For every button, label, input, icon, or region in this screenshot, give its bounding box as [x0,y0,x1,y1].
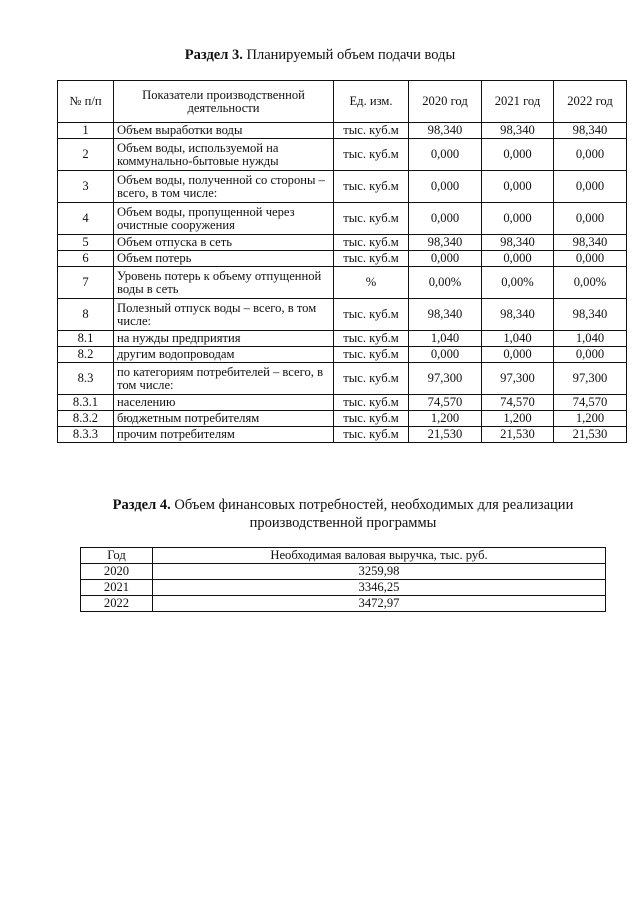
row-revenue: 3259,98 [153,564,606,580]
row-num: 6 [58,251,114,267]
row-indicator: Объем выработки воды [114,123,334,139]
section3-title [0,47,640,64]
row-value-2020: 0,000 [409,203,482,235]
row-unit: тыс. куб.м [334,203,409,235]
section4-title-bold: Раздел 4. [112,497,171,513]
row-value-2021: 98,340 [482,299,554,331]
row-value-2020: 0,000 [409,251,482,267]
table-row [58,251,627,267]
row-num: 1 [58,123,114,139]
table-row [58,411,627,427]
row-value-2020: 74,570 [409,395,482,411]
row-unit: тыс. куб.м [334,411,409,427]
row-indicator: Объем воды, пропущенной через очистные сооружения [114,203,334,235]
row-value-2020: 98,340 [409,299,482,331]
row-num: 8.3.1 [58,395,114,411]
table-row [58,395,627,411]
section4-title [70,496,616,532]
row-value-2022: 1,200 [554,411,627,427]
row-value-2022: 0,000 [554,203,627,235]
table-row [58,235,627,251]
row-indicator: другим водопроводам [114,347,334,363]
header-num: № п/п [58,81,114,123]
row-value-2022: 98,340 [554,299,627,331]
row-value-2022: 97,300 [554,363,627,395]
row-unit: тыс. куб.м [334,251,409,267]
financial-needs-table [80,547,606,612]
row-unit: тыс. куб.м [334,139,409,171]
table-row [58,123,627,139]
table-row [58,267,627,299]
row-unit: тыс. куб.м [334,363,409,395]
row-indicator: прочим потребителям [114,427,334,443]
table-row [81,564,606,580]
row-value-2021: 98,340 [482,235,554,251]
row-indicator: Объем воды, полученной со стороны – всего, в том числе: [114,171,334,203]
row-num: 8.3 [58,363,114,395]
row-value-2020: 0,000 [409,347,482,363]
row-num: 8.2 [58,347,114,363]
table-header-row [58,81,627,123]
row-value-2020: 0,00% [409,267,482,299]
table-row [58,203,627,235]
row-value-2021: 0,000 [482,203,554,235]
row-value-2021: 98,340 [482,123,554,139]
row-value-2021: 0,000 [482,347,554,363]
row-num: 8 [58,299,114,331]
row-indicator: по категориям потребителей – всего, в том числе: [114,363,334,395]
row-value-2022: 0,000 [554,139,627,171]
table-row [81,596,606,612]
row-year: 2020 [81,564,153,580]
row-unit: тыс. куб.м [334,171,409,203]
row-num: 8.1 [58,331,114,347]
table-row [58,171,627,203]
table-row [58,427,627,443]
row-unit: тыс. куб.м [334,347,409,363]
row-num: 7 [58,267,114,299]
row-value-2021: 0,000 [482,139,554,171]
row-value-2021: 97,300 [482,363,554,395]
row-indicator: Уровень потерь к объему отпущенной воды в сеть [114,267,334,299]
table-row [58,347,627,363]
header-unit: Ед. изм. [334,81,409,123]
row-num: 5 [58,235,114,251]
row-value-2020: 0,000 [409,139,482,171]
row-value-2021: 1,200 [482,411,554,427]
row-num: 4 [58,203,114,235]
row-value-2022: 1,040 [554,331,627,347]
row-value-2022: 0,000 [554,347,627,363]
row-value-2020: 21,530 [409,427,482,443]
row-num: 2 [58,139,114,171]
row-value-2021: 0,000 [482,171,554,203]
row-unit: тыс. куб.м [334,123,409,139]
row-indicator: Полезный отпуск воды – всего, в том числе: [114,299,334,331]
row-value-2021: 0,00% [482,267,554,299]
row-indicator: бюджетным потребителям [114,411,334,427]
row-unit: тыс. куб.м [334,331,409,347]
water-supply-table [57,80,627,443]
header-2022: 2022 год [554,81,627,123]
row-unit: тыс. куб.м [334,395,409,411]
row-unit: тыс. куб.м [334,427,409,443]
table-row [81,580,606,596]
row-value-2020: 1,200 [409,411,482,427]
table-row [58,299,627,331]
row-value-2020: 98,340 [409,123,482,139]
row-value-2021: 74,570 [482,395,554,411]
section3-title-rest: Планируемый объем подачи воды [242,47,456,63]
row-value-2022: 0,00% [554,267,627,299]
row-revenue: 3472,97 [153,596,606,612]
row-year: 2021 [81,580,153,596]
header-2020: 2020 год [409,81,482,123]
row-indicator: Объем воды, используемой на коммунально-бытовые нужды [114,139,334,171]
row-num: 3 [58,171,114,203]
row-indicator: населению [114,395,334,411]
row-unit: % [334,267,409,299]
row-value-2022: 21,530 [554,427,627,443]
row-value-2020: 97,300 [409,363,482,395]
header-year: Год [81,548,153,564]
row-value-2021: 1,040 [482,331,554,347]
header-indicator: Показатели производственной деятельности [114,81,334,123]
row-value-2021: 0,000 [482,251,554,267]
row-num: 8.3.2 [58,411,114,427]
header-2021: 2021 год [482,81,554,123]
row-value-2022: 0,000 [554,251,627,267]
row-num: 8.3.3 [58,427,114,443]
row-value-2021: 21,530 [482,427,554,443]
row-value-2022: 98,340 [554,123,627,139]
row-indicator: на нужды предприятия [114,331,334,347]
section3-title-bold: Раздел 3. [184,47,243,63]
row-unit: тыс. куб.м [334,299,409,331]
row-value-2020: 98,340 [409,235,482,251]
row-unit: тыс. куб.м [334,235,409,251]
row-indicator: Объем потерь [114,251,334,267]
row-value-2020: 0,000 [409,171,482,203]
section4-title-rest: Объем финансовых потребностей, необходимых для реализации производственной программы [170,497,574,531]
row-value-2020: 1,040 [409,331,482,347]
row-value-2022: 98,340 [554,235,627,251]
header-revenue: Необходимая валовая выручка, тыс. руб. [153,548,606,564]
table-header-row [81,548,606,564]
row-indicator: Объем отпуска в сеть [114,235,334,251]
table-row [58,139,627,171]
table-row [58,331,627,347]
row-revenue: 3346,25 [153,580,606,596]
row-value-2022: 74,570 [554,395,627,411]
row-year: 2022 [81,596,153,612]
table-row [58,363,627,395]
row-value-2022: 0,000 [554,171,627,203]
